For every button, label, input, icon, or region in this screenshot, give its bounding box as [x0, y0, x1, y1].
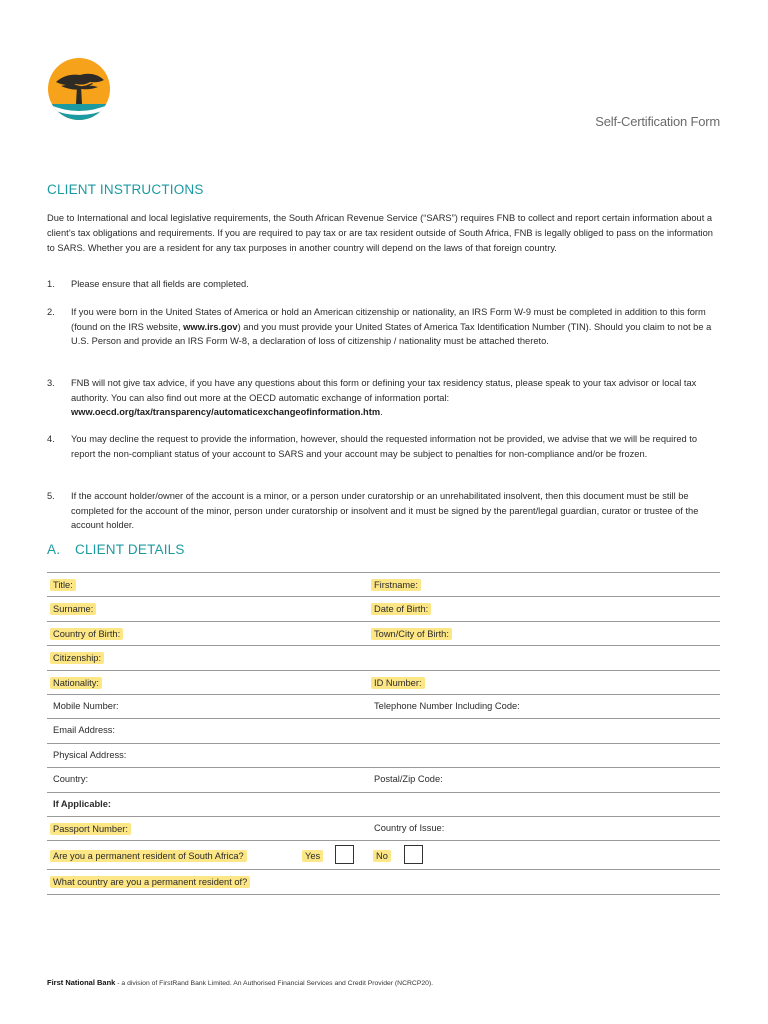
- list-number: 3.: [47, 378, 55, 388]
- section-heading-client-details: [47, 542, 185, 557]
- list-text: If you were born in the United States of America or hold an American citizenship or nationality, an IRS Form W-9 must be completed in addition to this form (found on the IRS website,: [71, 307, 706, 332]
- table-row: [47, 671, 720, 695]
- footer-brand: First National Bank: [47, 978, 116, 987]
- irs-website-link[interactable]: www.irs.gov: [183, 321, 238, 332]
- list-item: [47, 277, 719, 292]
- list-text: .: [380, 407, 383, 418]
- footer: [47, 978, 433, 987]
- list-text: FNB will not give tax advice, if you have any questions about this form or defining your tax residency status, please speak to your tax advisor or local tax authority. You can also find out more at the OECD automatic exchange of information portal:: [71, 378, 697, 403]
- town-of-birth-field[interactable]: Town/City of Birth:: [371, 628, 452, 640]
- form-title: Self-Certification Form: [595, 114, 720, 129]
- table-row: [47, 646, 720, 670]
- mobile-number-field[interactable]: Mobile Number:: [53, 700, 119, 711]
- physical-address-field[interactable]: Physical Address:: [53, 749, 127, 760]
- no-checkbox[interactable]: [404, 845, 423, 864]
- list-number: 4.: [47, 434, 55, 444]
- permanent-resident-question: Are you a permanent resident of South Africa?: [50, 850, 247, 862]
- list-text: If the account holder/owner of the account is a minor, or a person under curatorship or an unrehabilitated insolvent, then this document must be still be completed for the account of the minor, person under curatorship or insolvent and it must be signed by the parent/legal guardian, curator or trustee of the account holder.: [71, 491, 699, 531]
- list-text: Please ensure that all fields are completed.: [71, 279, 249, 289]
- footer-text: - a division of FirstRand Bank Limited. An Authorised Financial Services and Credit Provider (NCRCP20).: [115, 980, 434, 987]
- section-heading-instructions: CLIENT INSTRUCTIONS: [47, 182, 204, 197]
- fnb-logo-icon: [46, 56, 112, 132]
- list-number: 5.: [47, 491, 55, 501]
- table-row: [47, 597, 720, 621]
- table-row: [47, 573, 720, 597]
- intro-paragraph: Due to International and local legislative requirements, the South African Revenue Service (“SARS”) requires FNB to collect and report certain information about a client’s tax obligations and requirements. If you are required to pay tax or are tax resident outside of South Africa, FNB is legally obliged to pass on the information to SARS. Whether you are a resident for any tax purposes in another country will depend on the laws of that foreign country.: [47, 213, 713, 253]
- table-row: [47, 793, 720, 817]
- email-address-field[interactable]: Email Address:: [53, 725, 116, 736]
- table-row: [47, 768, 720, 792]
- id-number-field[interactable]: ID Number:: [371, 677, 425, 689]
- postal-code-field[interactable]: Postal/Zip Code:: [374, 774, 443, 785]
- list-item: [47, 305, 719, 349]
- citizenship-field[interactable]: Citizenship:: [50, 652, 104, 664]
- list-number: 1.: [47, 279, 55, 289]
- country-of-issue-field[interactable]: Country of Issue:: [374, 822, 445, 833]
- section-title: CLIENT DETAILS: [75, 542, 185, 557]
- country-of-birth-field[interactable]: Country of Birth:: [50, 628, 123, 640]
- table-row: [47, 695, 720, 719]
- no-label: No: [373, 850, 391, 862]
- client-details-table: [47, 572, 720, 895]
- oecd-portal-link[interactable]: www.oecd.org/tax/transparency/automaticexchangeofinformation.htm: [71, 407, 381, 418]
- telephone-number-field[interactable]: Telephone Number Including Code:: [374, 700, 520, 711]
- passport-number-field[interactable]: Passport Number:: [50, 823, 131, 835]
- country-field[interactable]: Country:: [53, 774, 89, 785]
- list-text: You may decline the request to provide the information, however, should the requested information not be provided, we advise that we will be required to report the non-compliant status of your account to SARS and your account may be subject to penalties for non-compliance and/or be frozen.: [71, 434, 698, 459]
- firstname-field[interactable]: Firstname:: [371, 579, 421, 591]
- table-row: [47, 841, 720, 870]
- title-field[interactable]: Title:: [50, 579, 76, 591]
- list-item: [47, 489, 719, 533]
- if-applicable-label: If Applicable:: [53, 798, 112, 809]
- surname-field[interactable]: Surname:: [50, 603, 96, 615]
- list-text: ) and you must provide your United States of America Tax Identification Number (TIN). Should you claim to not be a U.S. Person and provide an IRS Form W-8, a declaration of loss of citizenship / nationality must be attached thereto.: [71, 321, 712, 347]
- list-item: [47, 376, 719, 420]
- yes-label: Yes: [302, 850, 323, 862]
- nationality-field[interactable]: Nationality:: [50, 677, 102, 689]
- table-row: [47, 870, 720, 894]
- table-row: [47, 744, 720, 768]
- list-item: [47, 432, 719, 461]
- date-of-birth-field[interactable]: Date of Birth:: [371, 603, 431, 615]
- list-number: 2.: [47, 307, 55, 317]
- resident-country-field[interactable]: What country are you a permanent resident of?: [50, 876, 250, 888]
- table-row: [47, 622, 720, 646]
- yes-checkbox[interactable]: [335, 845, 354, 864]
- table-row: [47, 719, 720, 743]
- section-letter: A.: [47, 542, 61, 557]
- table-row: [47, 817, 720, 841]
